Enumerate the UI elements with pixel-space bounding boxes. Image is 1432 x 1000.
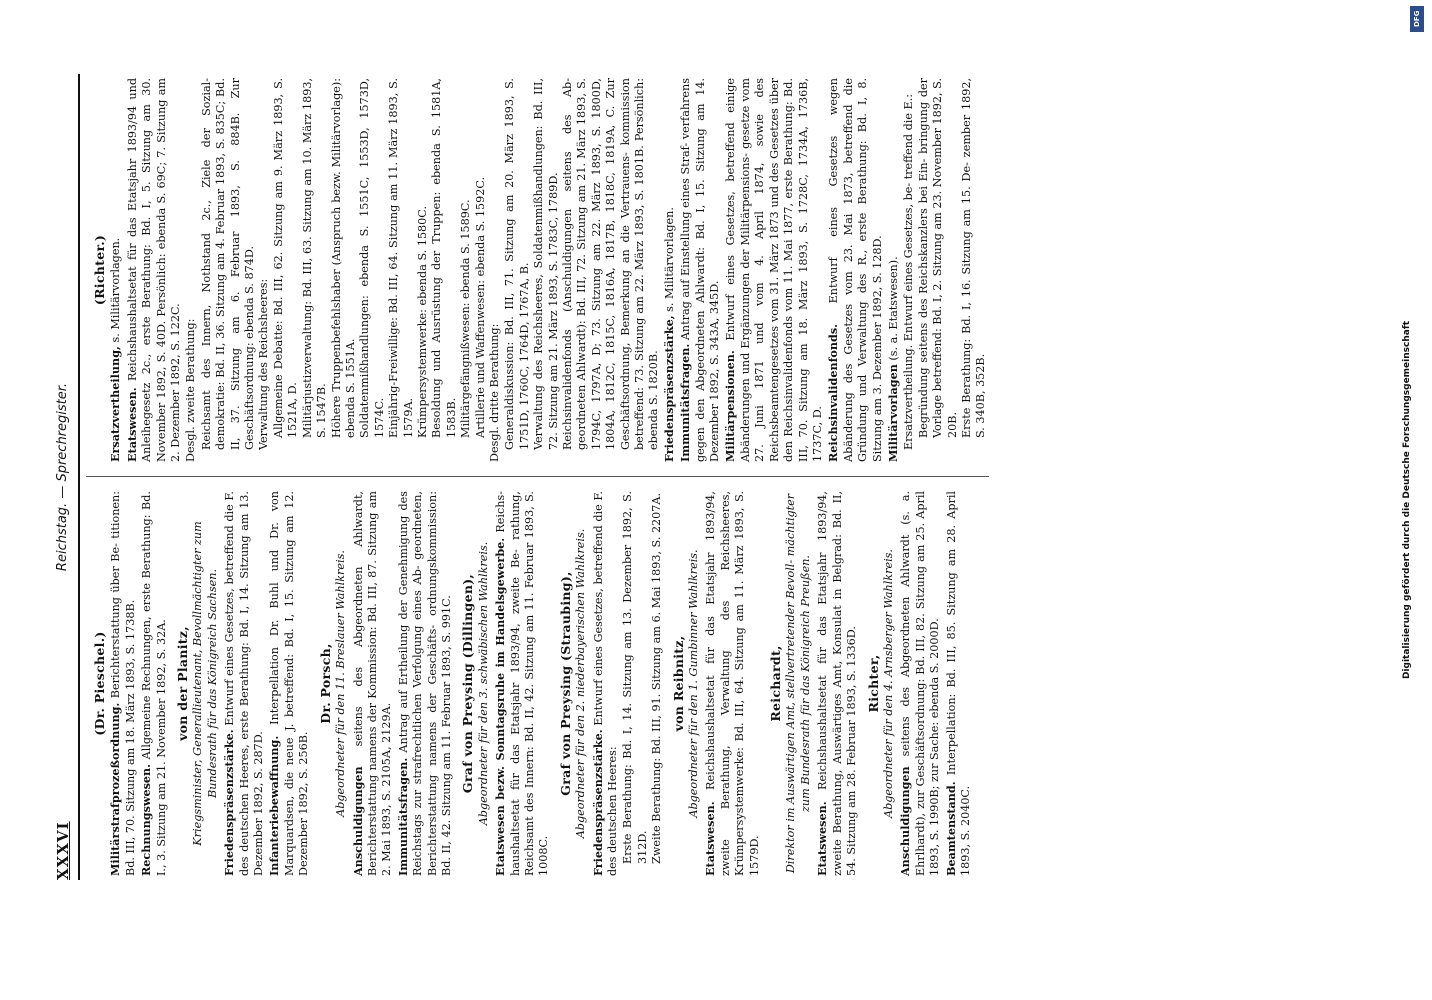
entry-keyword: Friedenspräsenzstärke. bbox=[222, 729, 237, 876]
register-entry bbox=[703, 491, 762, 876]
register-entry bbox=[351, 491, 395, 876]
entry-text: Desgl. zweite Berathung: bbox=[184, 318, 198, 462]
speaker-name: (Dr. Pieschel.) bbox=[92, 631, 107, 736]
register-entry bbox=[898, 491, 942, 876]
speaker-name: Graf von Preysing (Dillingen), bbox=[460, 573, 476, 794]
speaker-name: (Richter.) bbox=[92, 234, 107, 306]
register-entry bbox=[488, 78, 502, 462]
register-entry bbox=[493, 491, 552, 876]
register-entry bbox=[944, 491, 974, 876]
entry-keyword: Immunitätsfragen. bbox=[395, 757, 410, 876]
entry-keyword: Rechnungswesen. bbox=[139, 763, 154, 876]
register-subentry: Ersatzvertheilung. Entwurf eines Gesetzes, be- treffend die E.: bbox=[902, 93, 916, 450]
register-subentry: Reichsinvalidenfonds (Anschuldigungen seitens des Ab- geordneten Ahlwardt): Bd. III, 72. Sitzung am 21. März 1893, S. 1794C, 1797A, D; 73. Sitzung am 22. März 1893, S. 1800D, 1804A, 1812C, 1815C, 1816A, 1817B, 1818C, 1819A, C. Zur Geschäftsordnung, Bemerkung an die Vertrauens- kommission betreffend: 73. Sitzung am 22. März 1893, S. 1801B. Persönlich: ebenda S. 1820B. bbox=[561, 78, 661, 450]
entry-keyword: Friedenspräsenzstärke, bbox=[661, 315, 676, 462]
register-subentry: Einjährig-Freiwillige: Bd. III, 64. Sitzung am 11. März 1893, S. 1579A. bbox=[387, 78, 415, 438]
register-entry bbox=[815, 491, 859, 876]
entry-text: s. Militärvorlagen. bbox=[109, 237, 123, 347]
register-subentry: Militärjustizverwaltung: Bd. III, 63. Sitzung am 10. März 1893, S. 1547B. bbox=[300, 78, 329, 438]
entry-text: Reichs- haushaltsetat für das Etatsjahr 1893/94, zweite Be- rathung, Reichsamt des Innern: Bd. II, 42. Sitzung am 11. Februar 1893, S. 1008C. bbox=[494, 491, 551, 876]
entry-keyword: Etatswesen. bbox=[815, 801, 830, 876]
register-subentry: Militärgefängnißwesen: ebenda S. 1589C. bbox=[459, 199, 473, 438]
entry-keyword: Ersatzvertheilung, bbox=[108, 346, 123, 462]
two-column-body bbox=[86, 74, 989, 880]
entry-text: Interpellation: Bd. III, 85. Sitzung am 28. April 1893, S. 2040C. bbox=[944, 491, 972, 876]
entry-keyword: Friedenspräsenzstärke. bbox=[590, 729, 605, 876]
speaker-name: von Reibnitz, bbox=[670, 635, 686, 732]
entry-keyword: Militärvorlagen bbox=[885, 364, 900, 462]
speaker-role: Direktor im Auswärtigen Amt, stellvertretender Bevoll- mächtigter zum Bundesrath für das Königreich Preußen. bbox=[784, 493, 812, 874]
right-column bbox=[86, 74, 989, 477]
register-subentry: Begründung seitens des Reichskanzlers bei Ein- bringung der Vorlage betreffend: Bd. I, 2. Sitzung am 23. November 1892, S. 20B. bbox=[916, 78, 959, 438]
register-entry bbox=[723, 78, 825, 462]
register-subentry: Erste Berathung: Bd. I, 16. Sitzung am 15. De- zember 1892, S. 340B, 352B. bbox=[959, 78, 988, 438]
register-entry bbox=[184, 78, 198, 462]
entry-text: Allgemeine Rechnungen, erste Berathung: Bd. I., 3. Sitzung am 21. November 1892, S. 32A. bbox=[140, 491, 168, 876]
entry-text: Antrag auf Einstellung eines Straf- verfahrens gegen den Abgeordneten Ahlwardt: Bd. I, 15. Sitzung am 14. Dezember 1892, S. 343A, 345D. bbox=[679, 78, 722, 462]
speaker-name: von der Planitz, bbox=[175, 626, 191, 741]
register-entry bbox=[125, 78, 184, 462]
entry-text: Reichshaushaltsetat für das Etatsjahr 1893/94 und Anleihegesetz 2c., erste Berathung: Bd. I, 5. Sitzung am 30. November 1892, S. 40D. Persönlich: ebenda S. 69C; 7. Sitzung am 2. Dezember 1892, S. 122C. bbox=[125, 78, 183, 462]
register-entry bbox=[267, 491, 311, 876]
speaker-name: Reichardt, bbox=[768, 645, 784, 722]
register-subentry: Verwaltung des Reichsheeres, Soldatenmißhandlungen: Bd. III, 72. Sitzung am 21. März 1893, S. 1783C, 1789D. bbox=[532, 78, 560, 450]
entry-keyword: Militärpensionen. bbox=[723, 350, 738, 462]
register-subentry: Verwaltung des Reichsheeres: bbox=[257, 278, 271, 450]
register-entry bbox=[662, 78, 677, 462]
entry-keyword: Etatswesen. bbox=[703, 801, 718, 876]
entry-keyword: Etatswesen bezw. Sonntagsruhe im Handelsgewerbe. bbox=[493, 537, 508, 876]
speaker-role: Kriegsminister, Generallieutenant, Bevollmächtigter zum Bundesrath für das Königreich Sachsen. bbox=[191, 521, 219, 846]
speaker-role: Abgeordneter für den 2. niederbayerischen Wahlkreis. bbox=[574, 528, 588, 839]
register-subentry: Reichsamt des Innern, Nothstand 2c., Ziele der Sozial- demokratie: Bd. II, 36. Sitzung am 4. Februar 1893, S. 835C; Bd. II, 37. Sitzung am 6. Februar 1893, S. 884B. Zur Geschäftsordnung: ebenda S. 874D. bbox=[199, 78, 257, 450]
speaker-role: Abgeordneter für den 11. Breslauer Wahlkreis. bbox=[334, 550, 348, 817]
entry-text: seitens des Abgeordneten Ahlwardt, Berichterstattung namens der Kommission: Bd. III, 87. Sitzung am 2. Mai 1893, S. 2105A, 2129A. bbox=[351, 491, 394, 876]
register-subentry: Erste Berathung: Bd. I, 14. Sitzung am 13. Dezember 1892, S. 312D. bbox=[621, 491, 649, 864]
entry-keyword: Infanteriebewaffnung. bbox=[267, 735, 282, 876]
entry-keyword: Anschuldigungen bbox=[898, 766, 913, 876]
entry-text: Interpellation Dr. Buhl und Dr. von Marquardsen, die neue J. betreffend: Bd. I, 15. Sitzung am 12. Dezember 1892, S. 256B. bbox=[268, 491, 311, 876]
register-entry bbox=[108, 78, 123, 462]
entry-text: (s. a. Etatswesen). bbox=[886, 256, 900, 365]
entry-text: Reichshaushaltsetat für das Etatsjahr 1893/94, zweite Berathung, Auswärtiges Amt, Konsulat in Belgrad: Bd. II, 54. Sitzung am 28. Februar 1893, S. 1336D. bbox=[816, 491, 859, 876]
digitization-note-text: Digitalisierung gefördert durch die Deutsche Forschungsgemeinschaft bbox=[1402, 320, 1412, 680]
register-subentry: Generaldiskussion: Bd. III, 71. Sitzung am 20. März 1893, S. 1751D, 1760C, 1764D, 1767A, B. bbox=[503, 78, 531, 450]
entry-keyword: Immunitätsfragen. bbox=[678, 343, 693, 462]
entry-text: Antrag auf Ertheilung der Genehmigung des Reichstags zur strafrechtlichen Verfolgung eines Ab- geordneten, Berichterstattung namens der Geschäfts- ordnungskommission: Bd. II, 42. Sitzung am 11. Februar 1893, S. 991C. bbox=[396, 491, 453, 876]
running-title: Reichstag. — Sprechregister. bbox=[55, 382, 70, 572]
dfg-logo: DFG bbox=[1410, 6, 1424, 32]
entry-keyword: Beamtenstand. bbox=[943, 781, 958, 876]
register-entry bbox=[591, 491, 621, 876]
register-entry bbox=[108, 491, 138, 876]
entry-text: Desgl. dritte Berathung: bbox=[487, 323, 501, 462]
entry-text: Entwurf eines Gesetzes, betreffend die F. des deutschen Heeres, erste Berathung: Bd. I, 14. Sitzung am 13. Dezember 1892, S. 287D. bbox=[223, 491, 266, 876]
page-number: XXXVI bbox=[54, 821, 72, 880]
entry-text: Entwurf eines Gesetzes, betreffend die F. des deutschen Heeres: bbox=[591, 491, 619, 876]
entry-keyword: Reichsinvalidenfonds. bbox=[826, 323, 841, 462]
digitization-note bbox=[1398, 0, 1426, 1000]
register-subentry: Soldatenmißhandlungen: ebenda S. 1551C, 1553D, 1573D, 1574C. bbox=[358, 78, 386, 438]
entry-keyword: Anschuldigungen bbox=[350, 766, 365, 876]
speaker-role: Abgeordneter für den 3. schwäbischen Wahlkreis. bbox=[476, 541, 490, 826]
entry-text: Entwurf eines Gesetzes, betreffend einige Abänderungen und Ergänzungen der Militärpensions- gesetze vom 27. Juni 1871 und vom 4. April 1874, sowie des Reichsbeamtengesetzes vom 31. März 1873 und des Gesetzes über den Reichsinvalidenfonds vom 11. Mai 1877, erste Berathung: Bd. III, 70. Sitzung am 18. März 1893, S. 1728C, 1734A, 1736B, 1737C, D. bbox=[724, 78, 824, 462]
register-entry bbox=[222, 491, 266, 876]
entry-text: s. Militärvorlagen. bbox=[662, 207, 676, 316]
register-subentry: Höhere Truppenbefehlshaber (Anspruch bezw. Militärvorlage): ebenda S. 1551A. bbox=[329, 78, 357, 438]
entry-text: Reichshaushaltsetat für das Etatsjahr 1893/94, zweite Berathung, Verwaltung des Reichsheeres, Krümpersystemwerke: Bd. III, 64. Sitzung am 11. März 1893, S. 1579D. bbox=[704, 491, 761, 876]
speaker-role: Abgeordneter für den 1. Gumbinner Wahlkreis. bbox=[687, 549, 701, 818]
register-subentry: Artillerie und Waffenwesen: ebenda S. 1592C. bbox=[473, 176, 487, 438]
register-entry bbox=[678, 78, 722, 462]
entry-keyword: Etatswesen. bbox=[124, 387, 139, 462]
speaker-role: Abgeordneter für den 4. Arnsberger Wahlkreis. bbox=[881, 549, 895, 818]
entry-text: Entwurf eines Gesetzes wegen Abänderung des Gesetzes vom 23. Mai 1873, betreffend die Gründung und Verwaltung des R., erste Berathung: Bd. I, 8. Sitzung am 3. Dezember 1892, S. 128D. bbox=[827, 78, 884, 462]
register-subentry: Krümpersystemwerke: ebenda S. 1580C. bbox=[415, 205, 429, 438]
entry-text: seitens des Abgeordneten Ahlwardt (s. a. Ehrlhardt), zur Geschäftsordnung: Bd. III, 82. Sitzung am 25. April 1893, S. 1990B; zur Sache: ebenda S. 2000D. bbox=[899, 491, 942, 876]
entry-keyword: Militärstrafprozeßordnung. bbox=[108, 702, 123, 876]
register-entry bbox=[139, 491, 169, 876]
register-entry bbox=[826, 78, 885, 462]
register-subentry: Besoldung und Ausrüstung der Truppen: ebenda S. 1581A, 1583B. bbox=[430, 78, 458, 438]
left-column bbox=[86, 477, 989, 880]
running-head bbox=[52, 74, 80, 880]
speaker-name: Richter, bbox=[865, 654, 881, 713]
register-subentry: Allgemeine Debatte: Bd. III, 62. Sitzung am 9. März 1893, S. 1521A, D. bbox=[271, 78, 300, 438]
speaker-name: Dr. Porsch, bbox=[317, 643, 333, 724]
register-entry bbox=[886, 78, 901, 462]
register-subentry: Zweite Berathung: Bd. III, 91. Sitzung am 6. Mai 1893, S. 2207A. bbox=[650, 492, 664, 864]
speaker-name: Graf von Preysing (Straubing), bbox=[557, 571, 573, 796]
register-entry bbox=[396, 491, 455, 876]
entry-text: Berichterstattung über Be- titionen: Bd. III, 70. Sitzung am 18. März 1893, S. 1738B. bbox=[109, 491, 137, 876]
